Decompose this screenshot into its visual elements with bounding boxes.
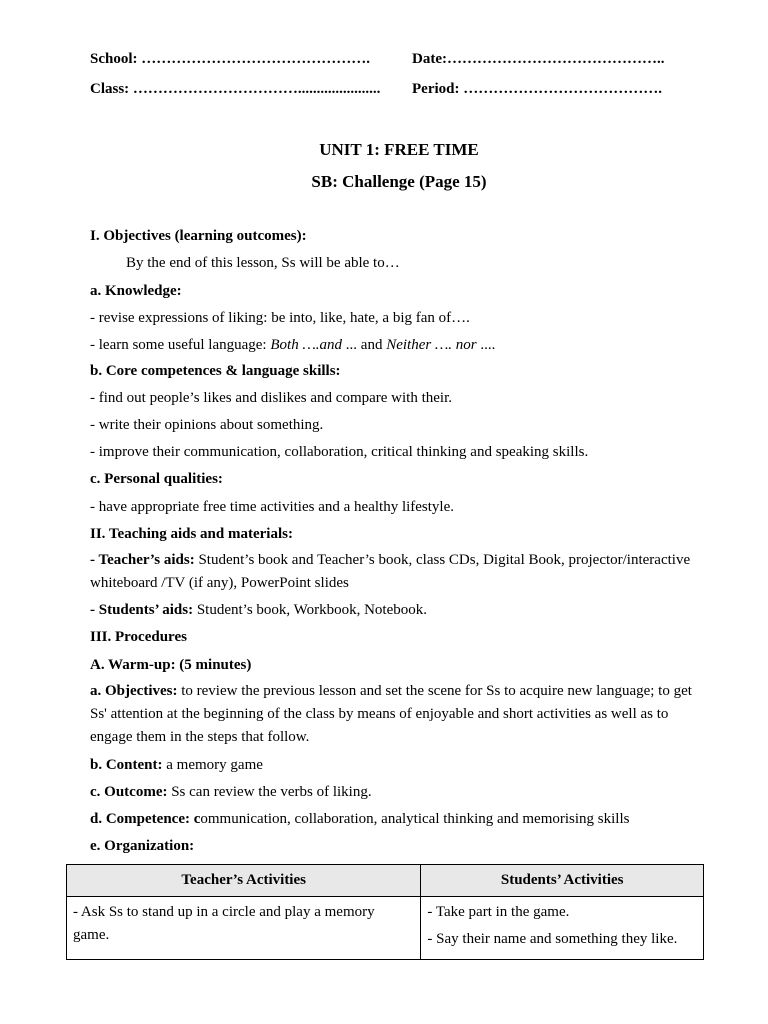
knowledge-item-2-both: Both ….and — [270, 337, 343, 353]
core-item-1: - find out people’s likes and dislikes and compare with their. — [90, 390, 453, 406]
class-label: Class: — [90, 81, 130, 97]
page-subtitle: SB: Challenge (Page 15) — [311, 172, 487, 191]
class-dots: ……………………………...................... — [132, 81, 381, 97]
class-field — [90, 81, 380, 98]
warmup-competence — [90, 811, 629, 828]
school-label: School: — [90, 51, 138, 67]
objectives-intro: By the end of this lesson, Ss will be able to… — [126, 255, 400, 271]
procedures-heading: III. Procedures — [90, 629, 187, 645]
warmup-content-label: b. Content: — [90, 757, 163, 773]
warmup-heading: A. Warm-up: (5 minutes) — [90, 657, 252, 673]
aids-heading: II. Teaching aids and materials: — [90, 526, 293, 542]
school-field — [90, 51, 370, 68]
table-header-row — [67, 865, 704, 897]
warmup-competence-label: d. Competence: c — [90, 811, 201, 827]
table-row — [67, 897, 704, 960]
core-heading: b. Core competences & language skills: — [90, 363, 341, 379]
date-field — [412, 51, 664, 68]
warmup-objectives — [90, 680, 705, 749]
warmup-objectives-text: to review the previous lesson and set the scene for Ss to acquire new language; to get Ss' attention at the beginning of the class by means of enjoyable and short activities as well as to engage them in the steps that follow. — [90, 683, 692, 745]
knowledge-item-2 — [90, 337, 495, 354]
column-header-students: Students’ Activities — [421, 865, 704, 897]
knowledge-item-2-end: .... — [476, 337, 496, 353]
warmup-outcome-label: c. Outcome: — [90, 784, 168, 800]
organization-heading: e. Organization: — [90, 838, 195, 854]
personal-item-1: - have appropriate free time activities and a healthy lifestyle. — [90, 499, 455, 515]
column-header-teacher: Teacher’s Activities — [67, 865, 421, 897]
period-dots: …………………………………. — [463, 81, 662, 97]
warmup-outcome — [90, 784, 372, 801]
personal-heading: c. Personal qualities: — [90, 471, 223, 487]
objectives-heading: I. Objectives (learning outcomes): — [90, 228, 307, 244]
teacher-activity-cell — [67, 897, 421, 960]
students-activity-cell — [421, 897, 704, 960]
warmup-competence-text: ommunication, collaboration, analytical thinking and memorising skills — [200, 811, 630, 827]
activities-table — [66, 864, 704, 960]
knowledge-item-1: - revise expressions of liking: be into, like, hate, a big fan of…. — [90, 310, 470, 326]
teacher-aids — [90, 549, 705, 595]
students-aids — [90, 602, 427, 619]
date-label: Date: — [412, 51, 447, 67]
warmup-objectives-label: a. Objectives: — [90, 683, 178, 699]
students-aids-label: - Students’ aids: — [90, 602, 194, 618]
student-activity-2: - Say their name and something they like. — [427, 931, 678, 947]
warmup-content — [90, 757, 263, 774]
warmup-outcome-text: Ss can review the verbs of liking. — [167, 784, 372, 800]
student-activity-1: - Take part in the game. — [427, 904, 570, 920]
students-aids-text: Student’s book, Workbook, Notebook. — [193, 602, 428, 618]
knowledge-item-2-mid: ... and — [342, 337, 387, 353]
knowledge-item-2-prefix: - learn some useful language: — [90, 337, 271, 353]
core-item-2: - write their opinions about something. — [90, 417, 324, 433]
teacher-aids-label: - Teacher’s aids: — [90, 552, 195, 568]
core-item-3: - improve their communication, collaboration, critical thinking and speaking skills. — [90, 444, 589, 460]
period-field — [412, 81, 662, 98]
page-title: UNIT 1: FREE TIME — [319, 140, 479, 159]
warmup-content-text: a memory game — [162, 757, 263, 773]
knowledge-item-2-neither: Neither …. nor — [386, 337, 477, 353]
date-dots: …………………………………….. — [446, 51, 665, 67]
knowledge-heading: a. Knowledge: — [90, 283, 182, 299]
teacher-aids-text: Student’s book and Teacher’s book, class CDs, Digital Book, projector/interactive whiteboard /TV (if any), PowerPoint slides — [90, 552, 691, 591]
school-dots: ………………………………………. — [141, 51, 371, 67]
period-label: Period: — [412, 81, 460, 97]
teacher-activity-1: - Ask Ss to stand up in a circle and play a memory game. — [73, 904, 375, 943]
